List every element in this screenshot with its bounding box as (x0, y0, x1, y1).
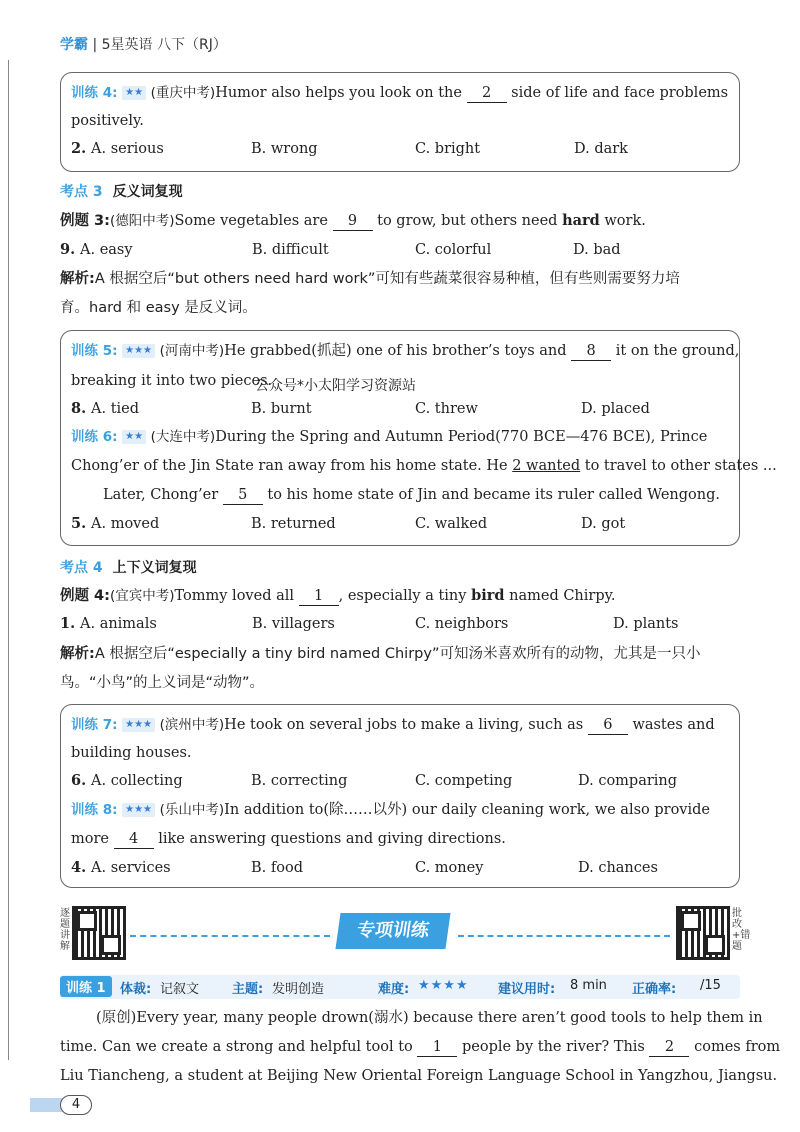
option-b: B. wrong (251, 141, 318, 157)
answer-blank: 1 (299, 588, 339, 606)
explanation-text: A 根据空后“but others need hard work”可知有些蔬菜很容易种植，但有些则需要努力培 (94, 271, 680, 287)
answer-blank: 2 (649, 1039, 689, 1057)
accuracy-value: /15 (700, 978, 721, 993)
qr-left-caption: 逐题讲解 (60, 908, 70, 952)
question-number: 2. (71, 140, 87, 157)
answer-blank: 5 (223, 487, 263, 505)
exercise-tag: 训练 8: (71, 802, 118, 818)
theme-label: 主题: (232, 982, 264, 997)
watermark-text: 公众号*小太阳学习资源站 (255, 378, 416, 394)
option-d: D. comparing (578, 773, 678, 789)
question-number: 6. (71, 772, 87, 789)
passage-line (60, 1037, 781, 1057)
divider-dashed (130, 935, 330, 937)
passage-text: comes from (694, 1039, 781, 1055)
question-number: 1. (60, 615, 76, 632)
section-banner (335, 913, 450, 949)
option-b: B. villagers (252, 616, 335, 632)
difficulty-stars: ★★ (122, 430, 146, 444)
exercise-tag: 训练 6: (71, 429, 118, 445)
option-c: C. competing (415, 773, 513, 789)
option-b: B. difficult (252, 242, 329, 258)
exercise-source: (大连中考) (150, 429, 216, 445)
explanation-label: 解析: (60, 271, 95, 287)
question-text: to travel to other states ... (584, 458, 777, 474)
keyword: hard (562, 212, 600, 229)
difficulty-stars: ★★★ (122, 803, 155, 817)
qr-code-left-icon[interactable] (72, 906, 126, 960)
explanation-label: 解析: (60, 646, 95, 662)
drill-info-bar (60, 975, 740, 999)
option-a: A. serious (91, 141, 164, 157)
series-title: 5星英语 八下（RJ） (101, 37, 227, 53)
exercise-box-t7-t8 (60, 704, 740, 888)
option-a: A. easy (80, 242, 133, 258)
answered-blank: 2 wanted (512, 458, 581, 474)
example-source: (德阳中考) (109, 213, 175, 229)
exercise-tag: 训练 5: (71, 343, 118, 359)
explanation (60, 644, 700, 664)
exercise-tag: 训练 7: (71, 717, 118, 733)
question-text: Some vegetables are (174, 213, 328, 229)
passage-line: (原创)Every year, many people drown(溺水) because there aren’t good tools to help them in (96, 1010, 763, 1026)
option-row (71, 514, 729, 534)
option-row (71, 858, 729, 878)
exercise-box-t5-t6 (60, 330, 777, 546)
option-d: D. plants (613, 616, 679, 632)
option-d: D. placed (581, 401, 650, 417)
question-text: it on the ground, (615, 343, 740, 359)
question-text: to his home state of Jin and became its ruler called Wengong. (267, 487, 720, 503)
explanation-text: A 根据空后“especially a tiny bird named Chirpy”可知汤米喜欢所有的动物，尤其是一只小 (94, 646, 701, 662)
question-text: like answering questions and giving directions. (158, 831, 506, 847)
option-c: C. bright (415, 141, 481, 157)
section-heading-k3 (60, 182, 183, 202)
question-text: In addition to(除……以外) our daily cleaning work, we also provide (224, 802, 710, 818)
explanation-text: 鸟。“小鸟”的上义词是“动物”。 (60, 675, 265, 691)
example-question-4 (60, 586, 616, 606)
question-text: to grow, but others need (377, 213, 558, 229)
divider-dashed (458, 935, 670, 937)
option-a: A. collecting (91, 773, 183, 789)
question-text: , especially a tiny (338, 588, 467, 604)
option-a: A. services (91, 860, 171, 876)
answer-blank: 4 (114, 831, 154, 849)
passage-text: people by the river? This (461, 1039, 645, 1055)
option-a: A. tied (91, 401, 140, 417)
option-row (71, 771, 729, 791)
explanation-text: 育。hard 和 easy 是反义词。 (60, 300, 257, 316)
difficulty-stars: ★★ (122, 86, 146, 100)
option-b: B. returned (251, 516, 336, 532)
option-d: D. bad (573, 242, 621, 258)
option-a: A. moved (91, 516, 160, 532)
exercise-box-t4 (60, 72, 740, 172)
exercise-source: (滨州中考) (159, 717, 225, 733)
question-text: Humor also helps you look on the (215, 85, 462, 101)
question-text: named Chirpy. (509, 588, 616, 604)
question-text: more (71, 831, 109, 847)
question-number: 4. (71, 859, 87, 876)
exercise-source: (河南中考) (159, 343, 225, 359)
passage-line: Liu Tiancheng, a student at Beijing New Oriental Foreign Language School in Yangzhou, Jiangsu. (60, 1068, 778, 1084)
option-row (71, 399, 729, 419)
difficulty-stars: ★★★ (122, 718, 155, 732)
page-number: 4 (60, 1095, 92, 1115)
genre-label: 体裁: (120, 982, 152, 997)
banner-text: 专项训练 (355, 920, 431, 941)
accuracy-label: 正确率: (632, 982, 677, 997)
option-c: C. money (415, 860, 484, 876)
question-number: 5. (71, 515, 87, 532)
section-title: 反义词复现 (112, 184, 183, 200)
section-title: 上下义词复现 (112, 560, 197, 576)
option-b: B. correcting (251, 773, 348, 789)
example-question-3 (60, 211, 646, 231)
answer-blank: 2 (467, 85, 507, 103)
option-c: C. walked (415, 516, 488, 532)
option-row (60, 240, 740, 260)
question-text: Tommy loved all (174, 588, 295, 604)
passage-text: time. Can we create a strong and helpful tool to (60, 1039, 413, 1055)
question-text: work. (604, 213, 646, 229)
keyword: bird (471, 587, 505, 604)
option-d: D. got (581, 516, 626, 532)
section-label: 考点 4 (60, 560, 103, 576)
qr-right-caption: 批改+错题 (732, 908, 751, 952)
section-label: 考点 3 (60, 184, 103, 200)
genre-value: 记叙文 (160, 982, 200, 997)
question-text: He grabbed(抓起) one of his brother’s toys and (224, 343, 567, 359)
question-text: breaking it into two pieces. (71, 373, 273, 389)
answer-blank: 8 (571, 343, 611, 361)
difficulty-label: 难度: (378, 982, 410, 997)
explanation (60, 269, 680, 289)
exercise-source: (重庆中考) (150, 85, 216, 101)
option-d: D. dark (574, 141, 628, 157)
question-text: During the Spring and Autumn Period(770 BCE—476 BCE), Prince (215, 429, 708, 445)
section-heading-k4 (60, 558, 197, 578)
option-row (60, 614, 740, 634)
answer-blank: 1 (417, 1039, 457, 1057)
answer-blank: 9 (333, 213, 373, 231)
option-c: C. threw (415, 401, 478, 417)
drill-tag: 训练 1 (60, 976, 112, 997)
page-header: 学霸 | 5星英语 八下（RJ） (60, 37, 227, 53)
option-c: C. colorful (415, 242, 492, 258)
time-value: 8 min (570, 978, 607, 993)
question-number: 9. (60, 241, 76, 258)
option-b: B. food (251, 860, 303, 876)
question-number: 8. (71, 400, 87, 417)
question-text: wastes and (632, 717, 715, 733)
time-label: 建议用时: (498, 982, 556, 997)
exercise-tag: 训练 4: (71, 85, 118, 101)
option-b: B. burnt (251, 401, 312, 417)
theme-value: 发明创造 (272, 982, 325, 997)
brand-logo: 学霸 (60, 37, 88, 53)
option-c: C. neighbors (415, 616, 509, 632)
difficulty-stars: ★★★ (122, 344, 155, 358)
margin-rule (8, 60, 9, 1060)
question-text: He took on several jobs to make a living, such as (224, 717, 584, 733)
question-text: Later, Chong’er (103, 487, 219, 503)
question-text: building houses. (71, 745, 192, 761)
option-row (71, 139, 729, 159)
qr-code-right-icon[interactable] (676, 906, 730, 960)
difficulty-stars: ★★★★ (418, 978, 469, 993)
exercise-source: (乐山中考) (159, 802, 225, 818)
question-text: side of life and face problems (511, 85, 729, 101)
question-text: Chong’er of the Jin State ran away from his home state. He (71, 458, 508, 474)
question-text: positively. (71, 113, 144, 129)
example-tag: 例题 3: (60, 213, 110, 229)
answer-blank: 6 (588, 717, 628, 735)
example-tag: 例题 4: (60, 588, 110, 604)
example-source: (宜宾中考) (109, 588, 175, 604)
option-d: D. chances (578, 860, 658, 876)
option-a: A. animals (80, 616, 157, 632)
